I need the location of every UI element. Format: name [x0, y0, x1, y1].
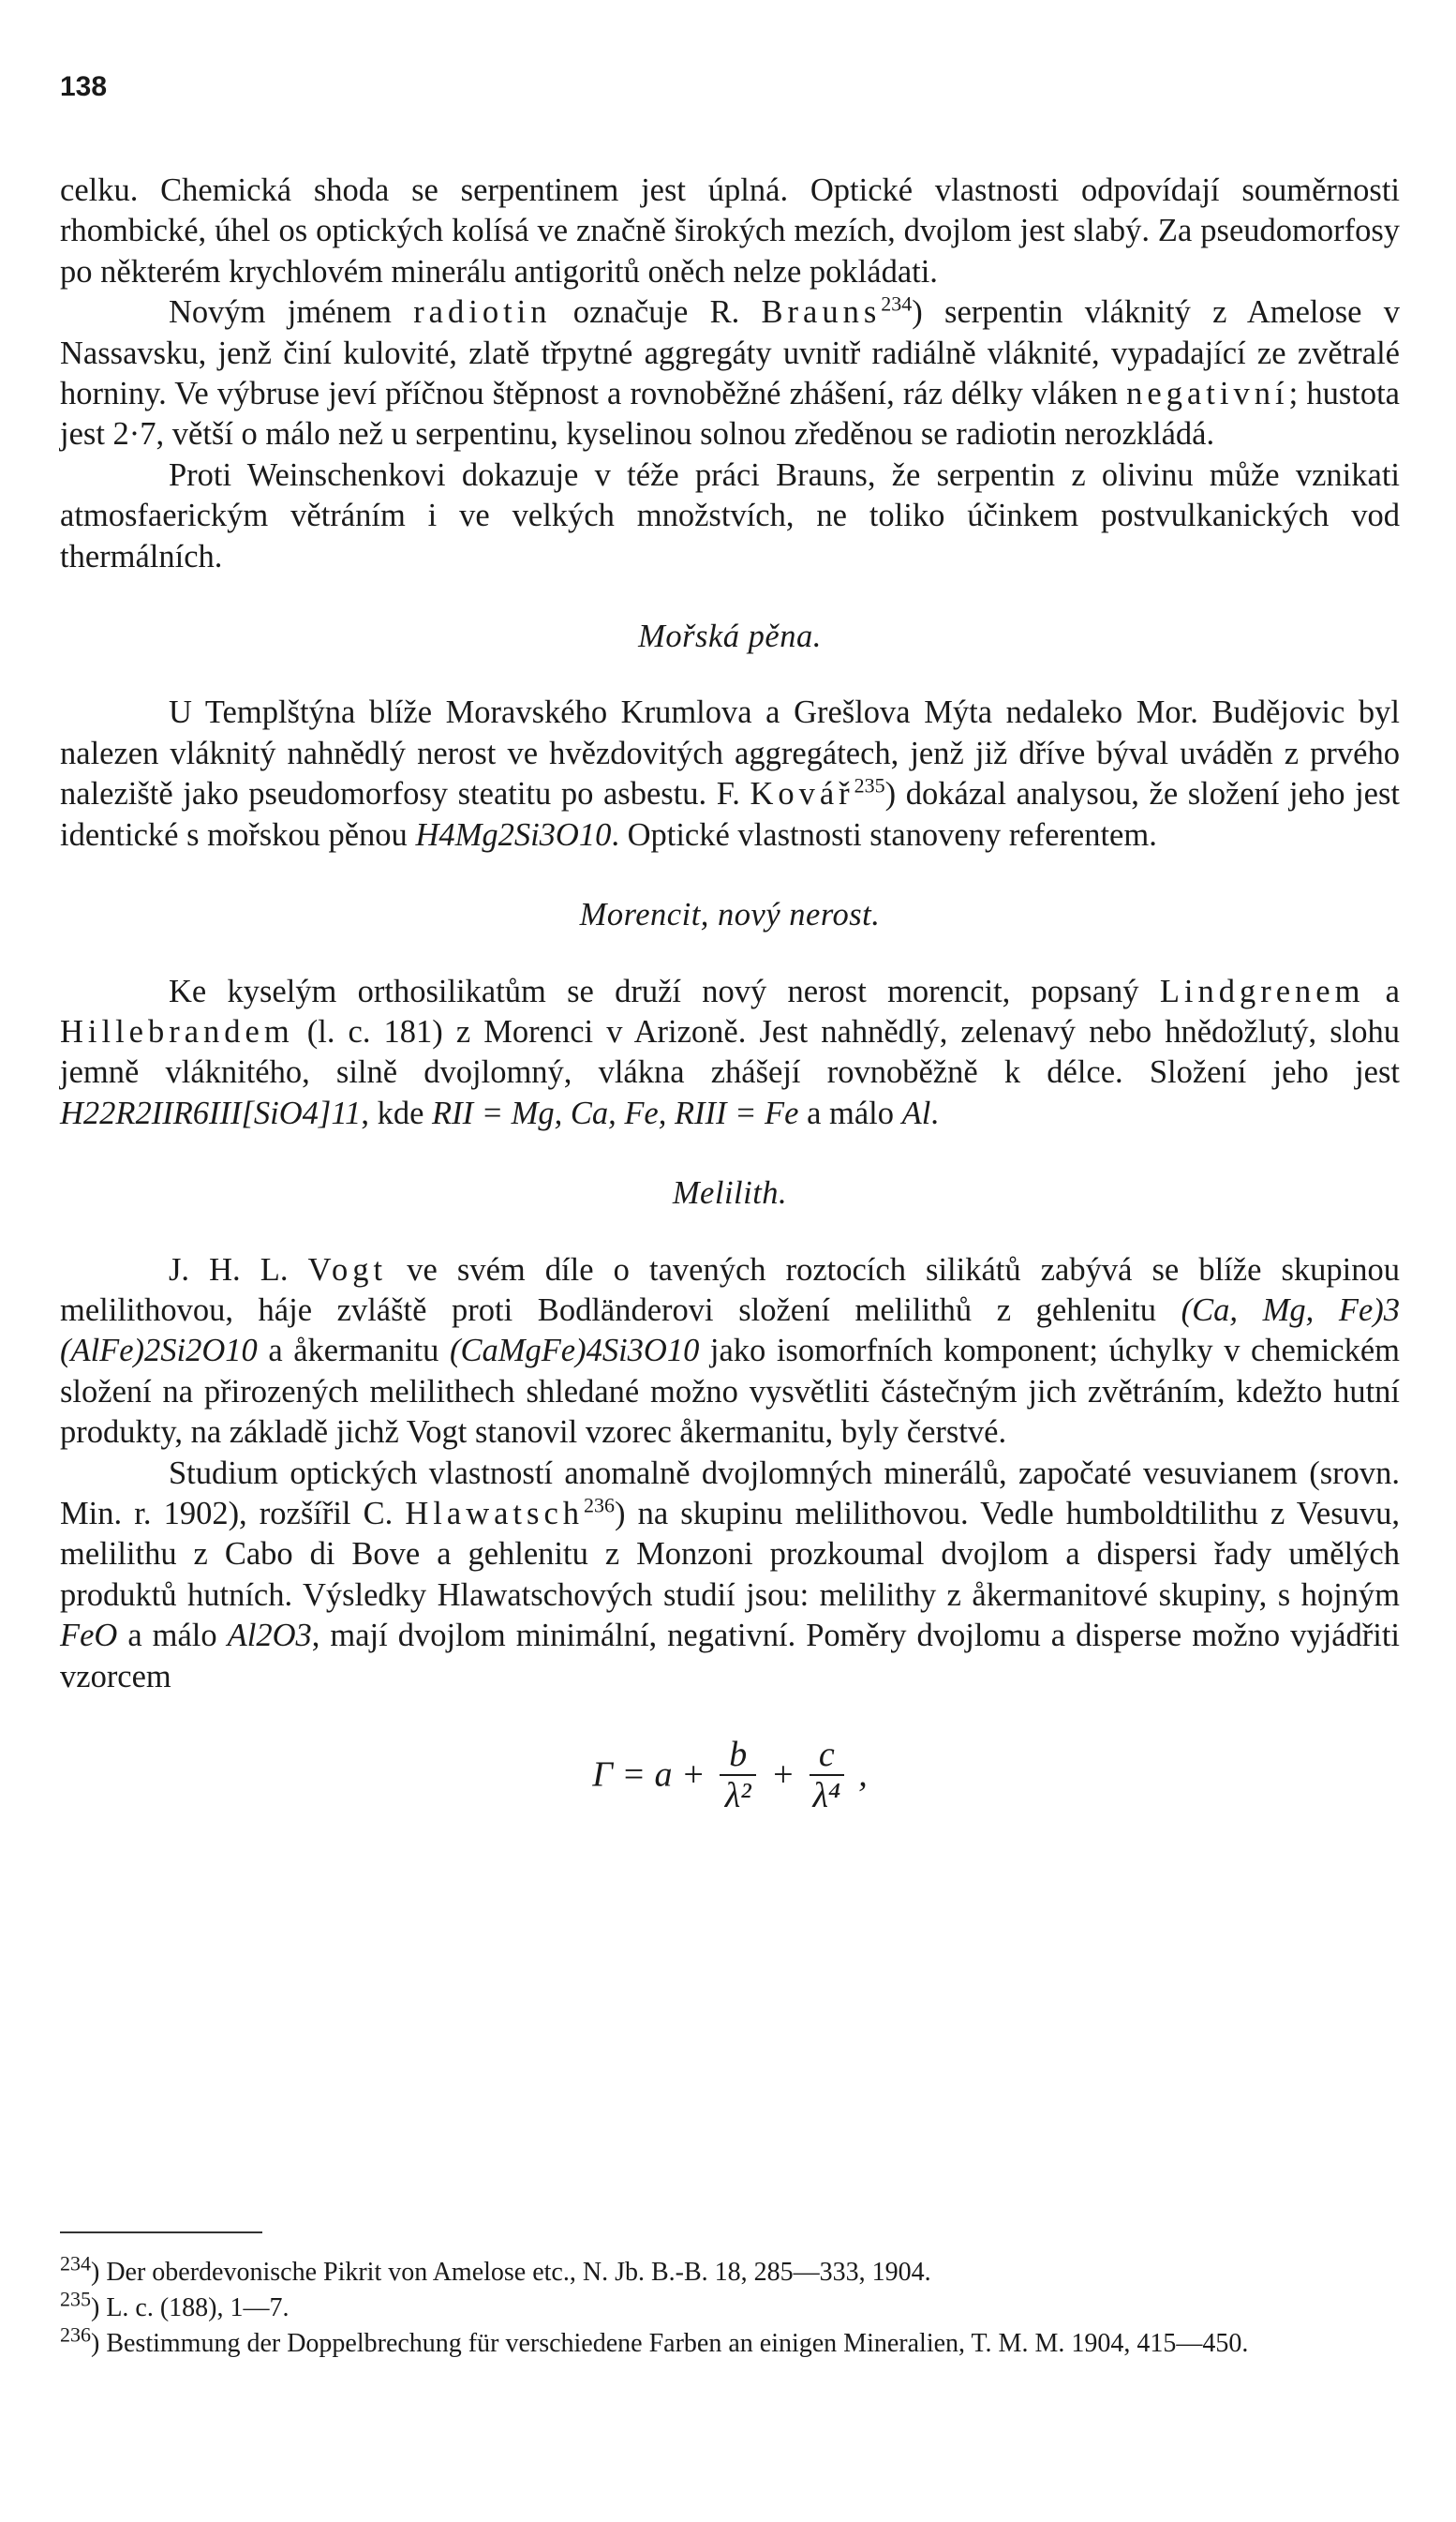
section-heading-morska-pena: Mořská pěna. [638, 619, 822, 655]
formula-definitions: RII = Mg, Ca, Fe, RIII = Fe [432, 1095, 799, 1131]
page-number: 138 [60, 71, 108, 102]
paragraph-serpentine: celku. Chemická shoda se serpentinem jest úplná. Optické vlastnosti odpovídají souměrnosti rhombické, úhel os optických kolísá ve značně širokých mezích, dvojlom jest slabý. Za pseudomorfosy po některém krychlovém minerálu antigoritů oněch nelze pokládati. [60, 172, 1400, 290]
footnote-ref-235: 235 [854, 773, 885, 798]
fraction-c-numerator: c [810, 1735, 844, 1776]
formula-meerschaum: H4Mg2Si3O10 [415, 816, 612, 853]
footnotes [60, 2251, 1400, 2362]
term-radiotin: radiotin [413, 294, 552, 331]
footnote-235: $^{235}$) L. c. (188), 1—7. [60, 2287, 290, 2322]
formula-akermanite: (CaMgFe)4Si3O10 [449, 1333, 700, 1369]
author-hlawatsch: Hlawatsch [405, 1495, 585, 1531]
formula-plus: + [770, 1754, 795, 1795]
formula-gehlenite: (Ca, Mg, Fe)3 (AlFe)2Si2O10 [60, 1291, 1400, 1369]
paragraph-weinschenk: Proti Weinschenkovi dokazuje v téže práci Brauns, že serpentin z olivinu může vznikati atmosfaerickým větráním i ve velkých množstvích, ne toliko účinkem postvulkanických vod thermálních. [60, 456, 1400, 575]
author-vogt: Vogt [307, 1251, 388, 1288]
formula-feo: FeO [60, 1618, 118, 1654]
paragraph-hlawatsch: Studium optických vlastností anomalně dvojlomných minerálů, započaté vesuvianem (srovn. Min. r. 1902), rozšířil C. Hlawatsch$^{236}$) na skupinu melilithovou. Vedle humboldtilithu z Vesuvu, melilithu z Cabo di Bove a gehlenitu z Monzoni prozkoumal dvojlom a dispersi řady umělých produktů hutních. Výsledky Hlawatschových studií jsou: melilithy z åkermanitové skupiny, s hojným FeO a málo Al2O3, mají dvojlom minimální, negativní. Poměry dvojlomu a disperse možno vyjádřiti vzorcem [60, 1455, 1401, 1694]
section-heading-melilith: Melilith. [672, 1175, 788, 1212]
fraction-b-numerator: b [720, 1735, 756, 1776]
formula-morencit: H22R2IIR6III[SiO4]11 [60, 1095, 362, 1131]
dispersion-formula [60, 1735, 1400, 1838]
symbol-al: Al [901, 1095, 931, 1131]
author-hillebrand: Hillebrandem [60, 1013, 294, 1050]
footnote-ref-234: 234 [881, 291, 913, 316]
formula-end: , [858, 1754, 868, 1795]
author-kovar: Kovář [750, 776, 854, 813]
paragraph-radiotin: Novým jménem radiotin označuje R. Brauns$^{234}$) serpentin vláknitý z Amelose v Nassavsku, jenž činí kulovité, zlatě třpytné aggregáty uvnitř radiálně vláknité, vypadající ze zvětralé horniny. Ve výbruse jeví příčnou štěpnost a rovnoběžné zhášení, ráz délky vláken negativní; hustota jest 2·7, větší o málo než u serpentinu, kyselinou solnou zředěnou se radiotin nerozkládá. [60, 291, 1400, 453]
fraction-c [810, 1735, 844, 1815]
paragraph-vogt: J. H. L. Vogt ve svém díle o tavených roztocích silikátů zabývá se blíže skupinou melilithovou, háje zvláště proti Bodländerovi složení melilithů z gehlenitu (Ca, Mg, Fe)3 (AlFe)2Si2O10 a åkermanitu (CaMgFe)4Si3O10 jako isomorfních komponent; úchylky v chemickém složení na přirozených melilithech shledané možno vysvětliti částečným jich zvětráním, kdežto hutní produkty, na základě jichž Vogt stanovil vzorec åkermanitu, byly čerstvé. [60, 1251, 1401, 1451]
fraction-c-denominator: λ⁴ [812, 1776, 841, 1815]
author-brauns: Brauns [761, 294, 882, 331]
formula-lhs: Γ = a + [592, 1754, 706, 1795]
footnote-234: $^{234}$) Der oberdevonische Pikrit von Amelose etc., N. Jb. B.-B. 18, 285—333, 1904. [60, 2251, 931, 2287]
fraction-b-denominator: λ² [724, 1776, 751, 1815]
author-lindgren: Lindgrenem [1159, 973, 1365, 1009]
body-text [60, 171, 1400, 1866]
footnote-divider [60, 2231, 262, 2233]
section-heading-morencit: Morencit, nový nerost. [579, 897, 881, 933]
footnote-ref-236: 236 [584, 1493, 616, 1517]
fraction-b [720, 1735, 756, 1815]
formula-al2o3: Al2O3 [227, 1618, 312, 1654]
footnote-236: $^{236}$) Bestimmung der Doppelbrechung für verschiedene Farben an einigen Mineralien, T. M. M. 1904, 415—450. [60, 2322, 1249, 2358]
paragraph-morencit: Ke kyselým orthosilikatům se druží nový nerost morencit, popsaný Lindgrenem a Hillebrandem (l. c. 181) z Morenci v Arizoně. Jest nahnědlý, zelenavý nebo hnědožlutý, slohu jemně vláknitého, silně dvojlomný, vlákna zhášejí rovnoběžně k délce. Složení jeho jest H22R2IIR6III[SiO4]11, kde RII = Mg, Ca, Fe, RIII = Fe a málo Al. [60, 973, 1400, 1131]
paragraph-morska-pena: U Templštýna blíže Moravského Krumlova a Grešlova Mýta nedaleko Mor. Budějovic byl nalezen vláknitý nahnědlý nerost ve hvězdovitých aggregátech, jenž již dříve býval uváděn z prvého naleziště jako pseudomorfosy steatitu po asbestu. F. Kovář$^{235}$) dokázal analysou, že složení jeho jest identické s mořskou pěnou H4Mg2Si3O10. Optické vlastnosti stanoveny referentem. [60, 694, 1400, 853]
term-negativni: negativní [1126, 376, 1289, 412]
